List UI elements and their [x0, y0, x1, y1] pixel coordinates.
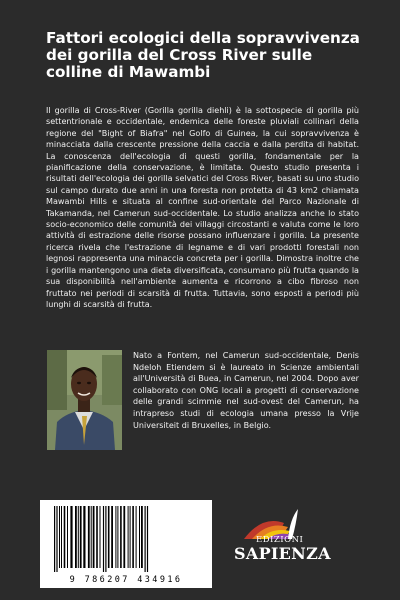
book-abstract: Il gorilla di Cross-River (Gorilla gorilla diehli) è la sottospecie di gorilla più settentrionale e occidentale, endemica delle foreste pluviali collinari della regione del "Bight of Biafra" nel Golfo di Guinea, la cui sopravvivenza è minacciata dalla crescente pressione della caccia e dalla perdita di habitat. La conoscenza dell'ecologia di questi gorilla, fondamentale per la pianificazione della conservazione, è limitata. Questo studio presenta i risultati dell'ecologia dei gorilla selvatici del Cross River, basati su uno studio sul campo durato due anni in una foresta non protetta di 43 km2 chiamata Mawambi Hills e situata al confine sud-orientale del Parco Nazionale di Takamanda, nel Camerun sud-occidentale. Lo studio analizza anche lo stato socio-economico delle comunità dei villaggi circostanti e valuta come le loro attività di estrazione delle risorse possano influenzare i gorilla. La presente ricerca rivela che l'estrazione di legname e di vari prodotti forestali non legnosi rappresenta una minaccia concreta per i gorilla. Dimostra inoltre che i gorilla mantengono una dieta diversificata, consumano più frutta quando la sua disponibilità nell'ambiente aumenta e ricorrono a cibo fibroso non fruttato nei periodi di scarsità di frutta. Tuttavia, sono esposti a periodi più lunghi di scarsità di frutta.: [46, 106, 359, 309]
barcode-bar: [83, 506, 85, 568]
publisher-label: EDIZIONI: [256, 535, 304, 545]
barcode-bar: [120, 506, 122, 568]
barcode-bar: [67, 506, 68, 568]
isbn-number: 9 786207 434916: [69, 575, 183, 585]
barcode-bar: [139, 506, 140, 568]
barcode-bar: [103, 506, 104, 572]
barcode-bar: [91, 506, 92, 568]
barcode-bar: [93, 506, 95, 568]
barcode-bars: [52, 506, 200, 574]
barcode-bar: [147, 506, 148, 572]
barcode-bar: [64, 506, 66, 568]
author-bio: Nato a Fontem, nel Camerun sud-occidentale, Denis Ndeloh Etiendem si è laureato in Scienze ambientali all'Università di Buea, in Camerun, nel 2004. Dopo aver collaborato con ONG locali a progetti di conservazione delle grandi scimmie nel sud-ovest del Camerun, ha intrapreso studi di ecologia umana presso la Vrije Universiteit di Bruxelles, in Belgio.: [133, 351, 359, 430]
isbn-barcode: [40, 500, 212, 588]
barcode-bar: [88, 506, 90, 568]
barcode-bar: [141, 506, 143, 568]
barcode-bar: [59, 506, 60, 568]
barcode-bar: [108, 506, 110, 568]
barcode-bar: [80, 506, 82, 568]
barcode-bar: [100, 506, 101, 568]
barcode-bar: [61, 506, 62, 568]
barcode-bar: [145, 506, 146, 572]
barcode-bar: [105, 506, 106, 572]
barcode-bar: [130, 506, 131, 568]
author-portrait-image: [47, 350, 122, 450]
barcode-bar: [132, 506, 134, 568]
barcode-bar: [123, 506, 125, 568]
barcode-bar: [75, 506, 77, 568]
barcode-bar: [70, 506, 72, 568]
barcode-bar: [117, 506, 118, 568]
author-photo: [47, 350, 122, 450]
barcode-bar: [56, 506, 57, 572]
barcode-bar: [115, 506, 116, 568]
barcode-bar: [128, 506, 129, 568]
barcode-bar: [78, 506, 79, 568]
publisher-name: SAPIENZA: [234, 544, 331, 563]
barcode-bar: [96, 506, 98, 568]
barcode-bar: [54, 506, 55, 572]
book-title: Fattori ecologici della sopravvivenza dei gorilla del Cross River sulle colline di Mawambi: [46, 29, 360, 82]
barcode-bar: [111, 506, 113, 568]
barcode-bar: [136, 506, 137, 568]
